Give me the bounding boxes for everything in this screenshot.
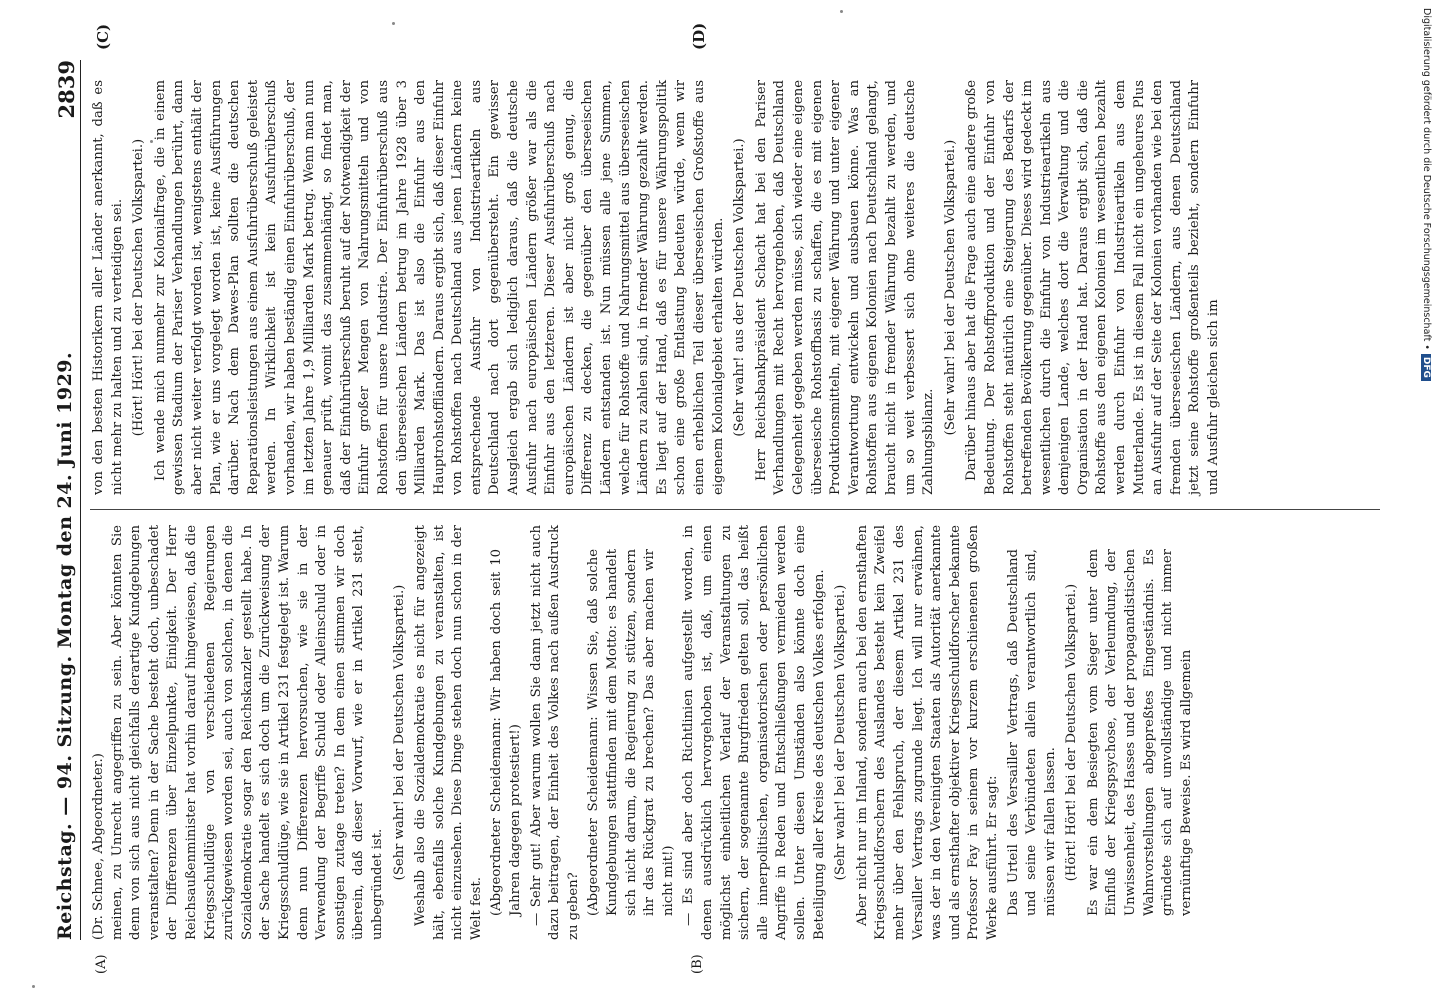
margin-marker-d: (D) — [690, 22, 708, 50]
interjection: (Sehr wahr! bei der Deutschen Volkspartei.) — [391, 584, 407, 881]
page-header — [50, 60, 84, 940]
left-column — [90, 525, 1198, 940]
interjection: (Sehr wahr! aus der Deutschen Volkspartei.) — [732, 138, 748, 437]
paragraph: Darüber hinaus aber hat die Frage auch eine andere große Bedeutung. Der Rohstoffproduktion und der Einfuhr von Rohstoffen steht natürlich eine Steigerung des Bedarfs der betreffenden Bevölkerung gegenüber. Dieses wird gedeckt im wesentlichen durch die Einfuhr von Industrieartikeln aus demjenigen Lande, welches dort die Verwaltung und die Organisation in der Hand hat. Daraus ergibt sich, daß die Rohstoffe aus den eigenen Kolonien im wesentlichen bezahlt werden durch Einfuhr von Industrieartikeln aus dem Mutterlande. Es ist in diesem Fall nicht ein ungeheures Plus an Ausfuhr auf der Seite der Kolonien vorhanden wie bei den fremden überseeischen Ländern, aus denen Deutschland jetzt seine Rohstoffe großenteils bezieht, sondern Einfuhr und Ausfuhr gleichen sich im — [964, 80, 1222, 495]
interjection: (Abgeordneter Scheidemann: Wir haben doch seit 10 Jahren dagegen protestiert!) — [489, 549, 524, 916]
paragraph: Aber nicht nur im Inland, sondern auch bei den ernsthaften Kriegsschuldforschern des Auslandes besteht kein Zweifel mehr über den Fehlspruch, der diesem Artikel 231 des Versailler Vertrags zugrunde liegt. Ich will nur erwähnen, was der in den Vereinigten Staaten als Autorität anerkannte und als ernsthafter objektiver Kriegsschuldforscher bekannte Professor Fay in seinem vor kurzem erschienenen großen Werke ausführt. Er sagt: — [854, 525, 1000, 940]
dfg-funding-note — [1418, 8, 1432, 992]
interjection: (Abgeordneter Scheidemann: Wissen Sie, daß solche Kundgebungen stattfinden mit dem Motto: es handelt sich nicht darum, die Regierung zu stützen, sondern ihr das Rückgrat zu brechen? Das aber machen wir nicht mit!) — [586, 549, 676, 916]
header-title: Reichstag. — 94. Sitzung. Montag den 24. Juni 1929. — [54, 351, 76, 940]
header-rule — [80, 60, 81, 940]
interjection: (Hört! Hört! bei der Deutschen Volkspartei.) — [131, 138, 147, 437]
scan-speck — [32, 985, 35, 988]
dfg-sidebar — [1418, 8, 1432, 992]
paragraph: — Sehr gut! Aber warum wollen Sie dann jetzt nicht auch dazu beitragen, der Einheit des Volkes nach außen Ausdruck zu geben? — [528, 525, 581, 940]
scan-speck — [150, 140, 153, 143]
page-number: 2839 — [54, 60, 79, 119]
scan-speck — [392, 22, 395, 25]
paragraph: Ich wende mich nunmehr zur Kolonialfrage, die in einem gewissen Stadium der Pariser Verhandlungen berührt, dann aber nicht weiter verfolgt worden ist, wenigstens enthält der Plan, wie er uns vorgelegt worden ist, keine Ausführungen darüber. Nach dem Dawes-Plan sollten die deutschen Reparationsleistungen aus einem Ausfuhrüberschuß geleistet werden. In Wirklichkeit ist kein Ausfuhrüberschuß vorhanden, wir haben beständig einen Einfuhrüberschuß, der im letzten Jahre 1,9 Milliarden Mark betrug. Wenn man nun genauer prüft, womit das zusammenhängt, so findet man, daß der Einfuhrüberschuß beruht auf der Notwendigkeit der Einfuhr großer Mengen von Nahrungsmitteln und von Rohstoffen für unsere Industrie. Der Einfuhrüberschuß aus den überseeischen Ländern betrug im Jahre 1928 über 3 Milliarden Mark. Das ist also die Einfuhr aus den Hauptrohstoffländern. Daraus ergibt sich, daß dieser Einfuhr von Rohstoffen nach Deutschland aus jenen Ländern keine entsprechende Ausfuhr von Industrieartikeln aus Deutschland nach dort gegenübersteht. Ein gewisser Ausgleich ergab sich lediglich daraus, daß die deutsche Ausfuhr nach europäischen Ländern größer war als die Einfuhr aus den letzteren. Dieser Ausfuhrüberschuß nach europäischen Ländern ist aber nicht groß genug, die Differenz zu decken, die gegenüber den überseeischen Ländern entstanden ist. Nun müssen alle jene Summen, welche für Rohstoffe und Nahrungsmittel aus überseeischen Ländern zu zahlen sind, in fremder Währung gezahlt werden. Es liegt auf der Hand, daß es für unsere Währungspolitik schon eine große Entlastung bedeuten würde, wenn wir einen erheblichen Teil dieser überseeischen Großstoffe aus eigenem Kolonialgebiet erhalten würden. — [152, 80, 726, 495]
right-column — [90, 80, 1224, 495]
paragraph: Herr Reichsbankpräsident Schacht hat bei den Pariser Verhandlungen mit Recht hervorgehoben, daß Deutschland Gelegenheit gegeben werden müsse, sich wieder eine eigene überseeische Rohstoffbasis zu schaffen, die es mit eigenen Produktionsmitteln, mit eigener Währung und unter eigener Verantwortung entwickeln und ausbauen könne. Was an Rohstoffen aus eigenen Kolonien nach Deutschland gelangt, braucht nicht in fremder Währung bezahlt zu werden, und um so weit verbessert sich ohne weiteres die deutsche Zahlungsbilanz. — [753, 80, 937, 495]
paragraph: Weshalb also die Sozialdemokratie es nicht für angezeigt hält, ebenfalls solche Kundgebungen zu veranstalten, ist nicht einzusehen. Diese Dinge stehen doch nun schon in der Welt fest. — [413, 525, 484, 940]
scan-speck — [840, 10, 843, 13]
rotated-page-content — [50, 22, 1390, 974]
interjection: (Sehr wahr! bei der Deutschen Volkspartei.) — [833, 584, 849, 881]
quotation: Das Urteil des Versailler Vertrags, daß Deutschland und seine Verbündeten allein verantwortlich sind, müssen wir fallen lassen. — [1005, 549, 1058, 916]
dfg-logo: DFG — [1421, 354, 1431, 381]
dfg-note-text: Digitalisierung gefördert durch die Deutsche Forschungsgemeinschaft • — [1421, 8, 1432, 350]
paragraph: — Es sind aber doch Richtlinien aufgestellt worden, in denen ausdrücklich hervorgehoben ist, daß, um einen möglichst einheitlichen Verlauf der Veranstaltungen zu sichern, der sogenannte Burgfrieden gelten soll, das heißt alle innerpolitischen, organisatorischen oder persönlichen Angriffe in Reden und Entschließungen vermieden werden sollen. Unter diesen Umständen also könnte doch eine Beteiligung aller Kreise des deutschen Volkes erfolgen. — [681, 525, 827, 940]
speaker-line: (Dr. Schnee, Abgeordneter.) — [91, 753, 106, 940]
interjection: (Sehr wahr! bei der Deutschen Volkspartei.) — [942, 139, 958, 436]
margin-marker-c: (C) — [94, 23, 112, 50]
column-divider — [90, 509, 1380, 510]
quotation: Es war ein dem Besiegten vom Sieger unter dem Einfluß der Kriegspsychose, der Verleumdung, der Unwissenheit, des Hasses und der propagandistischen Wahnvorstellungen abgepreßtes Eingeständnis. Es gründete sich auf unvollständige und nicht immer vernünftige Beweise. Es wird allgemein — [1085, 549, 1194, 916]
paragraph: meinen, zu Unrecht angegriffen zu sein. Aber könnten Sie denn von sich aus nicht gleichfalls derartige Kundgebungen veranstalten? Denn in der Sache besteht doch, unbeschadet der Differenzen über Einzelpunkte, Einigkeit. Der Herr Reichsaußenminister hat vorhin darauf hingewiesen, daß die Kriegsschuldlüge von verschiedenen Regierungen zurückgewiesen worden sei, auch von solchen, in denen die Sozialdemokratie sogar den Reichskanzler gestellt habe. In der Sache handelt es sich doch um die Zurückweisung der Kriegsschuldlüge, wie sie in Artikel 231 festgelegt ist. Warum denn nun Differenzen hervorsuchen, wie sie in der Verwendung der Begriffe Schuld oder Alleinschuld oder in sonstigen zutage treten? In dem einen stimmen wir doch überein, daß dieser Vorwurf, wie er in Artikel 231 steht, unbegründet ist. — [109, 525, 385, 940]
interjection: (Hört! Hört! bei der Deutschen Volkspartei.) — [1064, 583, 1080, 882]
margin-marker-a: (A) — [94, 954, 109, 974]
margin-marker-b: (B) — [690, 954, 705, 974]
paragraph: von den besten Historikern aller Länder anerkannt, daß es nicht mehr zu halten und zu verteidigen sei. — [91, 80, 125, 495]
